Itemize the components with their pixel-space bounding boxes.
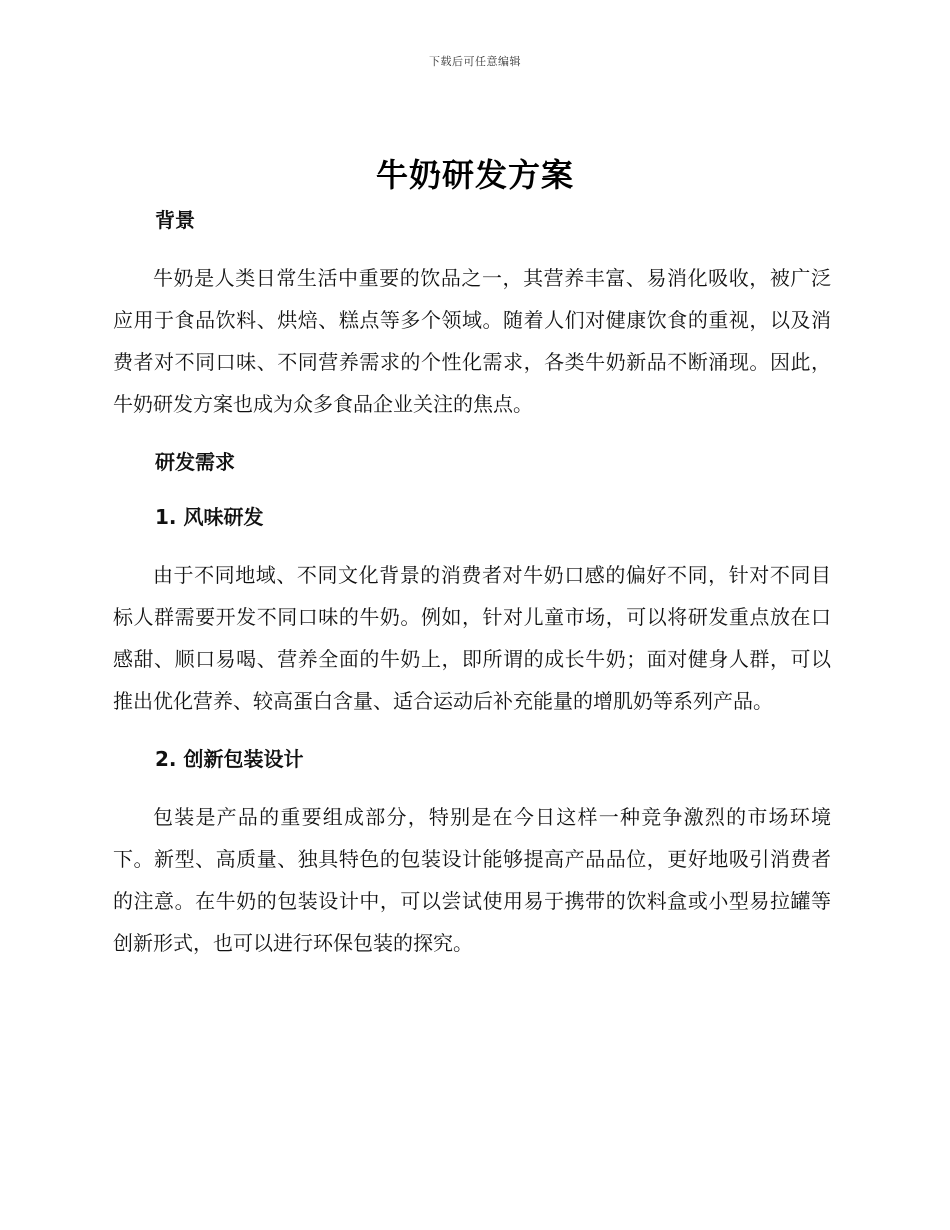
header-note: 下载后可任意编辑 <box>429 55 521 68</box>
paragraph-packaging: 包装是产品的重要组成部分，特别是在今日这样一种竞争激烈的市场环境下。新型、高质量、独具特色的包装设计能够提高产品品位，更好地吸引消费者的注意。在牛奶的包装设计中，可以尝试使用易于携带的饮料盒或小型易拉罐等创新形式，也可以进行环保包装的探究。 <box>113 805 831 955</box>
section-heading-requirements: 研发需求 <box>155 450 235 474</box>
subsection-heading-packaging: 2. 创新包装设计 <box>155 747 304 771</box>
paragraph-flavor: 由于不同地域、不同文化背景的消费者对牛奶口感的偏好不同，针对不同目标人群需要开发不同口味的牛奶。例如，针对儿童市场，可以将研发重点放在口感甜、顺口易喝、营养全面的牛奶上，即所谓的成长牛奶；面对健身人群，可以推出优化营养、较高蛋白含量、适合运动后补充能量的增肌奶等系列产品。 <box>113 563 831 713</box>
document-body <box>113 205 831 964</box>
section-heading-background: 背景 <box>155 208 195 232</box>
subsection-heading-flavor: 1. 风味研发 <box>155 505 264 529</box>
paragraph-background: 牛奶是人类日常生活中重要的饮品之一，其营养丰富、易消化吸收，被广泛应用于食品饮料、烘焙、糕点等多个领域。随着人们对健康饮食的重视，以及消费者对不同口味、不同营养需求的个性化需求，各类牛奶新品不断涌现。因此，牛奶研发方案也成为众多食品企业关注的焦点。 <box>113 266 831 416</box>
document-title: 牛奶研发方案 <box>375 156 574 194</box>
